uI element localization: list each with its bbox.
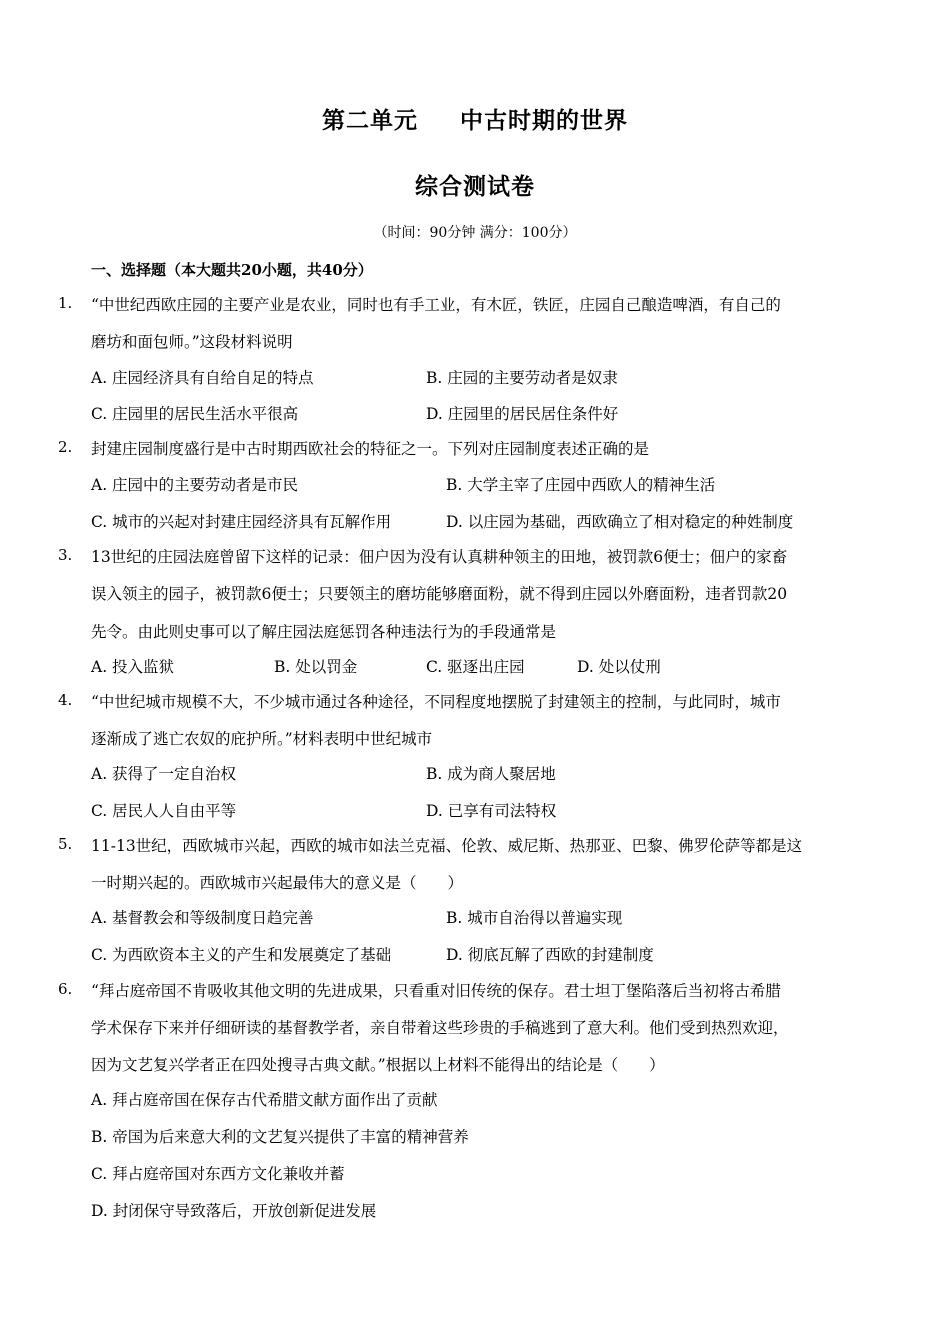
option-b: B. 大学主宰了庄园中西欧人的精神生活 [446,476,716,494]
option-a: A. 拜占庭帝国在保存古代希腊文献方面作出了贡献 [91,1091,438,1109]
option-a: A. 庄园中的主要劳动者是市民 [91,476,299,494]
option-d: D. 已享有司法特权 [426,802,557,820]
option-d: D. 封闭保守导致落后，开放创新促进发展 [91,1202,377,1220]
question-text-line: “中世纪西欧庄园的主要产业是农业，同时也有手工业，有木匠，铁匠，庄园自己酿造啤酒，有自己的 [91,296,781,314]
title-topic: 中古时期的世界 [460,107,628,134]
question-number: 4. [58,691,73,709]
option-c: C. 城市的兴起对封建庄园经济具有瓦解作用 [91,513,392,531]
exam-meta: （时间：90分钟 满分：100分） [373,225,577,241]
question-text-line: 因为文艺复兴学者正在四处搜寻古典文献。”根据以上材料不能得出的结论是（ ） [91,1056,665,1074]
option-a: A. 庄园经济具有自给自足的特点 [91,369,314,387]
question-text-line: 封建庄园制度盛行是中古时期西欧社会的特征之一。下列对庄园制度表述正确的是 [91,440,650,458]
option-b: B. 成为商人聚居地 [426,765,556,783]
option-c: C. 为西欧资本主义的产生和发展奠定了基础 [91,946,392,964]
question-text-line: 13世纪的庄园法庭曾留下这样的记录：佃户因为没有认真耕种领主的田地，被罚款6便士；佃户的家畜 [91,548,788,566]
option-d: D. 庄园里的居民居住条件好 [426,405,619,423]
question-text-line: 逐渐成了逃亡农奴的庇护所。”材料表明中世纪城市 [91,730,433,748]
question-number: 3. [58,546,73,564]
option-d: D. 处以仗刑 [577,658,661,676]
option-c: C. 拜占庭帝国对东西方文化兼收并蓄 [91,1165,345,1183]
question-number: 1. [58,294,73,312]
option-b: B. 处以罚金 [274,658,358,676]
option-c: C. 居民人人自由平等 [91,802,237,820]
question-text-line: 一时期兴起的。西欧城市兴起最伟大的意义是（ ） [91,874,464,892]
option-b: B. 帝国为后来意大利的文艺复兴提供了丰富的精神营养 [91,1128,469,1146]
option-d: D. 彻底瓦解了西欧的封建制度 [446,946,654,964]
question-text-line: 11-13世纪，西欧城市兴起，西欧的城市如法兰克福、伦敦、威尼斯、热那亚、巴黎、佛罗伦萨等都是这 [91,837,803,855]
section-heading: 一、选择题（本大题共20小题，共40分） [91,261,373,279]
option-a: A. 投入监狱 [91,658,175,676]
question-text-line: 磨坊和面包师。”这段材料说明 [91,333,293,351]
question-number: 2. [58,438,73,456]
title-unit: 第二单元 [322,107,418,134]
option-a: A. 基督教会和等级制度日趋完善 [91,909,314,927]
option-a: A. 获得了一定自治权 [91,765,237,783]
question-text-line: “中世纪城市规模不大，不少城市通过各种途径，不同程度地摆脱了封建领主的控制，与此同时，城市 [91,693,781,711]
option-c: C. 庄园里的居民生活水平很高 [91,405,299,423]
page-title [0,102,950,135]
option-b: B. 城市自治得以普遍实现 [446,909,623,927]
question-number: 5. [58,835,73,853]
question-text-line: 先令。由此则史事可以了解庄园法庭惩罚各种违法行为的手段通常是 [91,623,557,641]
question-text-line: “拜占庭帝国不肯吸收其他文明的先进成果，只看重对旧传统的保存。君士坦丁堡陷落后当初将古希腊 [91,982,781,1000]
page-subtitle: 综合测试卷 [415,173,535,200]
question-text-line: 误入领主的园子，被罚款6便士；只要领主的磨坊能够磨面粉，就不得到庄园以外磨面粉，违者罚款20 [91,585,788,603]
option-d: D. 以庄园为基础，西欧确立了相对稳定的种姓制度 [446,513,794,531]
question-number: 6. [58,980,73,998]
option-b: B. 庄园的主要劳动者是奴隶 [426,369,618,387]
option-c: C. 驱逐出庄园 [426,658,525,676]
question-text-line: 学术保存下来并仔细研读的基督教学者，亲自带着这些珍贵的手稿逃到了意大利。他们受到热烈欢迎， [91,1019,789,1037]
